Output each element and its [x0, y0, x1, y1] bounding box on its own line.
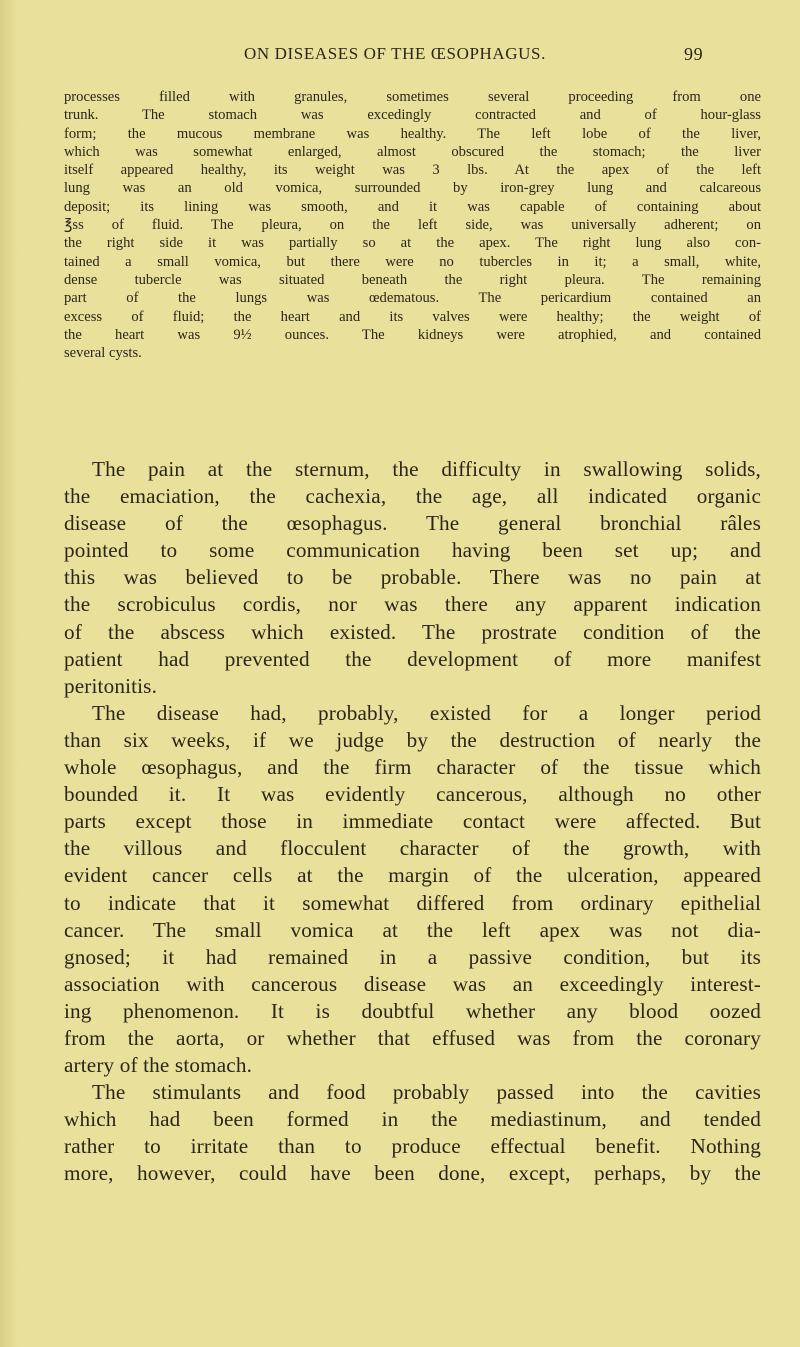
- text-line: to indicate that it somewhat differed from ordinary epithelial: [64, 890, 761, 915]
- text-line: parts except those in immediate contact were affected. But: [64, 809, 761, 834]
- small-print-paragraph: [64, 88, 761, 362]
- text-line: association with cancerous disease was an exceedingly interest-: [64, 971, 761, 996]
- body-text: [64, 456, 761, 1188]
- text-line: from the aorta, or whether that effused was from the coronary: [64, 1025, 761, 1050]
- text-line: itself appeared healthy, its weight was 3 lbs. At the apex of the left: [64, 162, 761, 179]
- page-header: [0, 44, 800, 68]
- text-line: The pain at the sternum, the difficulty in swallowing solids,: [92, 457, 761, 481]
- text-line: the heart was 9½ ounces. The kidneys were atrophied, and contained: [64, 326, 761, 343]
- text-line: rather to irritate than to produce effectual benefit. Nothing: [64, 1134, 761, 1159]
- text-line: disease of the œsophagus. The general bronchial râles: [64, 511, 761, 536]
- text-line: excess of fluid; the heart and its valves were healthy; the weight of: [64, 308, 761, 325]
- running-title: ON DISEASES OF THE ŒSOPHAGUS.: [244, 44, 546, 63]
- text-line: patient had prevented the development of more manifest: [64, 646, 761, 671]
- text-line: cancer. The small vomica at the left apex was not dia-: [64, 917, 761, 942]
- text-line: of the abscess which existed. The prostrate condition of the: [64, 619, 761, 644]
- text-line: the emaciation, the cachexia, the age, all indicated organic: [64, 484, 761, 509]
- text-line: the right side it was partially so at the apex. The right lung also con-: [64, 235, 761, 252]
- text-line: the scrobiculus cordis, nor was there any apparent indication: [64, 592, 761, 617]
- text-line: which had been formed in the mediastinum, and tended: [64, 1107, 761, 1132]
- text-line: which was somewhat enlarged, almost obscured the stomach; the liver: [64, 143, 761, 160]
- text-line: evident cancer cells at the margin of the ulceration, appeared: [64, 863, 761, 888]
- text-line: artery of the stomach.: [64, 1053, 253, 1078]
- text-line: whole œsophagus, and the firm character of the tissue which: [64, 755, 761, 780]
- text-line: several cysts.: [64, 345, 142, 362]
- text-line: pointed to some communication having been set up; and: [64, 538, 761, 563]
- text-line: trunk. The stomach was excedingly contracted and of hour-glass: [64, 107, 761, 124]
- text-line: peritonitis.: [64, 673, 158, 698]
- text-line: than six weeks, if we judge by the destruction of nearly the: [64, 727, 761, 752]
- text-line: part of the lungs was œdematous. The pericardium contained an: [64, 290, 761, 307]
- text-line: this was believed to be probable. There was no pain at: [64, 565, 761, 590]
- text-line: more, however, could have been done, except, perhaps, by the: [64, 1161, 761, 1186]
- text-line: the villous and flocculent character of the growth, with: [64, 836, 761, 861]
- text-line: bounded it. It was evidently cancerous, although no other: [64, 782, 761, 807]
- text-line: ℥ss of fluid. The pleura, on the left side, was universally adherent; on: [64, 217, 761, 234]
- text-line: lung was an old vomica, surrounded by iron-grey lung and calcareous: [64, 180, 761, 197]
- text-line: tained a small vomica, but there were no tubercles in it; a small, white,: [64, 253, 761, 270]
- text-line: form; the mucous membrane was healthy. The left lobe of the liver,: [64, 125, 761, 142]
- text-line: dense tubercle was situated beneath the right pleura. The remaining: [64, 271, 761, 288]
- text-line: gnosed; it had remained in a passive condition, but its: [64, 944, 761, 969]
- text-line: processes filled with granules, sometimes several proceeding from one: [64, 89, 761, 105]
- text-line: The stimulants and food probably passed into the cavities: [92, 1080, 761, 1105]
- text-line: deposit; its lining was smooth, and it was capable of containing about: [64, 198, 761, 215]
- page-number: 99: [684, 44, 704, 64]
- page-edge-shadow: [0, 0, 18, 1347]
- text-line: ing phenomenon. It is doubtful whether any blood oozed: [64, 998, 761, 1023]
- text-line: The disease had, probably, existed for a longer period: [92, 700, 761, 725]
